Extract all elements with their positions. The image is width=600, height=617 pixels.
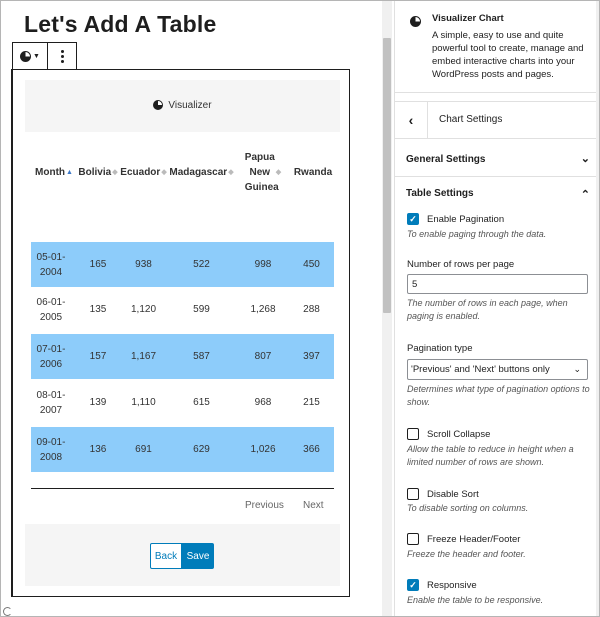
table-cell: 215 (303, 397, 320, 408)
table-cell: 1,167 (130, 351, 157, 362)
sort-icon: ◆ (228, 168, 234, 176)
rows-per-page-help: The number of rows in each page, when paging is enabled. (407, 298, 568, 321)
save-button[interactable]: Save (182, 543, 214, 569)
table-header-row (31, 132, 334, 212)
editor-scrollbar[interactable] (382, 1, 392, 616)
table-cell: 938 (135, 259, 152, 270)
disable-sort-help: To disable sorting on columns. (407, 503, 529, 513)
pagination-type-value: 'Previous' and 'Next' buttons only (411, 364, 550, 375)
pagination-type-help: Determines what type of pagination options to show. (407, 384, 590, 407)
column-header-bolivia[interactable]: Bolivia ◆ (78, 166, 118, 178)
scroll-collapse-help: Allow the table to reduce in height when a limited number of rows are shown. (407, 444, 574, 467)
sidebar-scrollbar[interactable] (596, 1, 599, 616)
table-cell: 968 (254, 397, 272, 408)
table-row (31, 427, 334, 472)
responsive-help: Enable the table to be responsive. (407, 595, 544, 605)
sort-icon: ◆ (161, 168, 167, 176)
table-row (31, 242, 334, 287)
column-header-ecuador[interactable]: Ecuador ◆ (120, 166, 167, 178)
responsive-label[interactable]: Responsive (427, 580, 477, 591)
table-cell: 807 (254, 351, 272, 362)
enable-pagination-label[interactable]: Enable Pagination (427, 214, 505, 225)
table-settings-title: Table Settings (406, 188, 474, 199)
table-cell: 629 (193, 444, 210, 455)
table-row (31, 380, 334, 425)
freeze-header-footer-label[interactable]: Freeze Header/Footer (427, 534, 521, 545)
table-cell: 09-01-2008 (36, 436, 66, 463)
pie-chart-icon (410, 16, 421, 27)
table-cell: 587 (193, 351, 210, 362)
disable-sort-label[interactable]: Disable Sort (427, 489, 479, 500)
table-cell: 139 (89, 397, 107, 408)
page-title[interactable]: Let's Add A Table (24, 11, 217, 37)
table-cell: 08-01-2007 (36, 389, 66, 416)
table-cell: 1,110 (131, 397, 156, 408)
editor-scrollbar-thumb[interactable] (383, 38, 391, 313)
table-cell: 522 (193, 259, 210, 270)
pie-chart-icon (153, 100, 163, 110)
table-cell: 1,268 (250, 304, 276, 315)
chevron-down-icon: ⌄ (580, 153, 590, 165)
block-card-title: Visualizer Chart (432, 13, 504, 24)
editor-canvas (1, 1, 380, 616)
more-options-button[interactable] (48, 43, 76, 69)
column-header-rwanda[interactable]: Rwanda (293, 166, 333, 178)
chart-settings-header[interactable] (395, 101, 599, 139)
chevron-down-icon: ⌄ (573, 364, 581, 374)
table-cell: 05-01-2004 (36, 251, 66, 278)
table-cell: 1,120 (130, 304, 157, 315)
caret-down-icon: ▼ (33, 52, 40, 60)
table-cell: 366 (303, 444, 320, 455)
table-cell: 998 (254, 259, 272, 270)
sort-asc-icon: ▲ (66, 168, 73, 176)
chart-settings-title: Chart Settings (439, 114, 503, 125)
table-cell: 599 (193, 304, 210, 315)
sort-icon: ◆ (275, 168, 282, 176)
previous-page-button[interactable]: Previous (245, 500, 284, 511)
chevron-left-icon[interactable]: ‹ (395, 102, 428, 138)
table-cell: 288 (303, 304, 320, 315)
resize-handle-icon (3, 607, 12, 616)
visualizer-header (25, 80, 340, 130)
scroll-collapse-checkbox[interactable] (407, 428, 419, 440)
chevron-up-icon: ⌃ (580, 189, 590, 201)
block-card (395, 1, 599, 93)
vertical-ellipsis-icon (61, 50, 64, 63)
column-header-madagascar[interactable]: Madagascar ◆ (169, 166, 234, 178)
freeze-header-footer-help: Freeze the header and footer. (407, 549, 526, 559)
enable-pagination-checkbox[interactable]: ✓ (407, 213, 419, 225)
visualizer-block-content (25, 80, 340, 586)
table-cell: 691 (135, 444, 152, 455)
table-cell: 397 (303, 351, 320, 362)
column-header-papua-new-guinea[interactable]: Papua New Guinea ◆ (244, 151, 282, 193)
table-cell: 450 (303, 259, 320, 270)
back-button[interactable]: Back (150, 543, 182, 569)
next-page-button[interactable]: Next (303, 500, 324, 511)
table-cell: 615 (193, 397, 210, 408)
table-bottom-border (31, 488, 334, 489)
block-card-description: A simple, easy to use and quite powerful tool to create, manage and embed interactive charts into your WordPress posts and pages. (432, 30, 584, 80)
visualizer-label: Visualizer (168, 99, 212, 111)
block-type-button[interactable] (13, 43, 48, 69)
pie-chart-icon (20, 51, 31, 62)
freeze-header-footer-checkbox[interactable] (407, 533, 419, 545)
rows-per-page-input[interactable]: 5 (407, 274, 588, 294)
table-cell: 165 (89, 259, 107, 270)
rows-per-page-label: Number of rows per page (407, 259, 515, 270)
table-cell: 06-01-2005 (36, 296, 66, 323)
general-settings-panel-toggle[interactable] (395, 143, 599, 177)
data-table (25, 132, 340, 524)
disable-sort-checkbox[interactable] (407, 488, 419, 500)
table-settings-panel-toggle[interactable] (395, 177, 599, 211)
column-header-month[interactable]: Month ▲ (35, 166, 73, 178)
pagination-type-select[interactable] (407, 359, 588, 380)
table-row (31, 287, 334, 332)
table-cell: 136 (89, 444, 107, 455)
table-cell: 135 (89, 304, 107, 315)
table-cell: 157 (89, 351, 107, 362)
action-buttons (150, 543, 214, 569)
table-cell: 07-01-2006 (36, 343, 66, 370)
block-toolbar (12, 42, 77, 70)
table-row (31, 334, 334, 379)
scroll-collapse-label[interactable]: Scroll Collapse (427, 429, 491, 440)
pagination-type-label: Pagination type (407, 343, 473, 354)
sort-icon: ◆ (112, 168, 118, 176)
settings-sidebar (394, 1, 599, 616)
general-settings-title: General Settings (406, 154, 486, 165)
table-cell: 1,026 (250, 444, 276, 455)
enable-pagination-help: To enable paging through the data. (407, 229, 547, 239)
responsive-checkbox[interactable]: ✓ (407, 579, 419, 591)
